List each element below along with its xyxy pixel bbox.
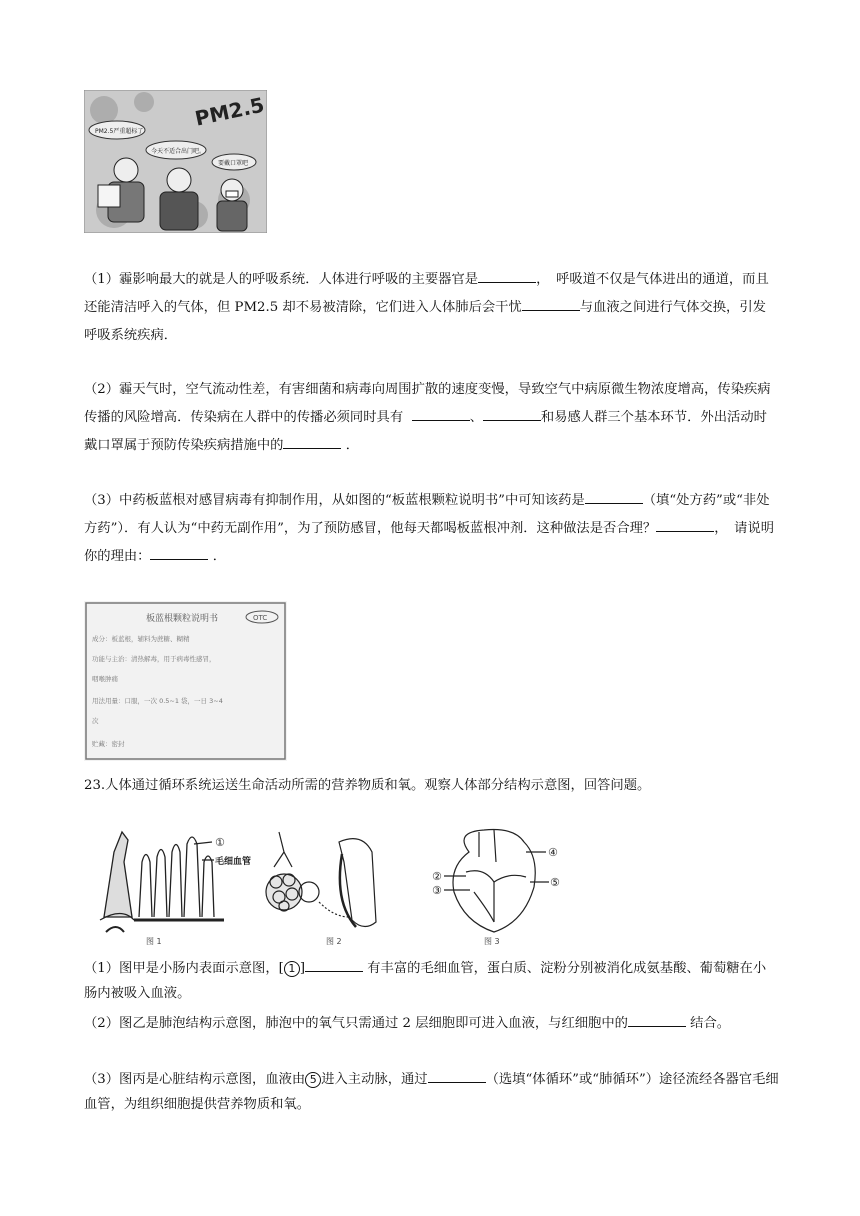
q2-blank-measure[interactable]	[283, 434, 341, 449]
q23-title-text: 23.人体通过循环系统运送生命活动所需的营养物质和氧。观察人体部分结构示意图，回答问题。	[84, 778, 651, 793]
label-2: ②	[432, 870, 442, 883]
otc-badge: OTC	[253, 614, 268, 622]
q23-2-blank[interactable]	[628, 1012, 686, 1027]
label-1: ①	[215, 836, 225, 849]
question-2	[84, 376, 779, 460]
q2-text-a: （2）霾天气时，空气流动性差，有害细菌和病毒向周围扩散的速度变慢，导致空气中病原微生物浓度增高，传染疾病传播的风险增高．传染病在人群中的传播必须同时具有	[84, 382, 771, 425]
q3-text-d: ．	[212, 549, 227, 564]
pm25-cartoon-image	[84, 90, 267, 233]
intestine-figure	[100, 832, 224, 932]
q3-text-c: ， 请说明你的理由：	[84, 521, 775, 564]
instruction-line-6: 贮藏：密封	[92, 740, 125, 748]
q3-blank-drug-type[interactable]	[585, 489, 643, 504]
q23-3-blank[interactable]	[428, 1068, 486, 1083]
q2-text-b: 和易感人群三个基本环节．外出活动时戴口罩属于预防传染疾病措施中的	[84, 410, 767, 453]
q23-2-text-a: （2）图乙是肺泡结构示意图，肺泡中的氧气只需通过 2 层细胞即可进入血液，与红细胞中的	[84, 1016, 628, 1031]
q1-text-b: ， 呼吸道不仅是气体进出的通道，而且还能清洁呼入的气体，但 PM2.5 却不易被清除，它们进入人体肺后会干忧	[84, 272, 769, 315]
instruction-card-image	[84, 601, 287, 761]
q2-blank-route[interactable]	[483, 406, 541, 421]
q23-1-blank[interactable]	[305, 957, 363, 972]
q2-text-c: ．	[345, 438, 359, 453]
q3-blank-reasonable[interactable]	[656, 517, 714, 532]
q3-blank-reason[interactable]	[150, 545, 208, 560]
label-capillary: 毛细血管	[215, 857, 252, 867]
question-23-3	[84, 1067, 779, 1117]
question-1	[84, 266, 779, 350]
question-23-title	[84, 772, 779, 800]
question-3	[84, 487, 779, 571]
bubble-3: 要戴口罩吧	[218, 160, 249, 167]
bubble-1: PM2.5严重超标了	[95, 128, 144, 135]
instruction-line-4: 用法用量：口服，一次 0.5~1 袋，一日 3~4	[92, 697, 223, 705]
q3-text-b: （填“处方药”或“非处方药”）．有人认为“中药无副作用”，为了预防感冒，他每天都喝板蓝根冲剂．这种做法是否合理？	[84, 493, 770, 536]
q2-blank-source[interactable]	[412, 406, 470, 421]
person-right	[217, 179, 247, 231]
instruction-line-2: 功能与主治：清热解毒，用于病毒性感冒，	[92, 655, 216, 663]
q23-3-text-b: 进入主动脉，通过	[321, 1072, 428, 1087]
q1-text-c: 与血液之间进行气体交换，引发呼吸系统疾病．	[84, 300, 766, 343]
label-4: ④	[548, 846, 558, 859]
pm25-cartoon	[84, 90, 267, 233]
question-23-1	[84, 956, 779, 1006]
circled-number-5: 5	[305, 1072, 321, 1088]
q23-1-text-b: 有丰富的毛细血管，蛋白质、淀粉分别被消化成氨基酸、葡萄糖在小肠内被吸入血液。	[84, 961, 767, 1001]
fig1-caption: 图 1	[146, 937, 162, 946]
circulation-diagrams	[94, 822, 574, 950]
q1-blank-exchange[interactable]	[522, 296, 580, 311]
circled-number-1: 1	[284, 961, 300, 977]
fig3-caption: 图 3	[484, 937, 500, 946]
bubble-2: 今天不适合出门吧。	[151, 148, 206, 155]
q23-1-text-a: （1）图甲是小肠内表面示意图，[	[84, 961, 284, 976]
circulation-diagrams-image	[94, 822, 574, 950]
instruction-line-3: 咽喉肿痛	[92, 675, 118, 683]
instruction-line-1: 成分：板蓝根，辅料为蔗糖、糊精	[92, 635, 190, 643]
pm25-sign: PM2.5	[192, 92, 267, 131]
heart-figure	[444, 830, 549, 933]
q2-sep: 、	[469, 410, 483, 425]
q1-text-a: （1）霾影响最大的就是人的呼吸系统．人体进行呼吸的主要器官是	[84, 272, 479, 287]
instruction-line-5: 次	[92, 717, 99, 725]
instruction-title: 板蓝根颗粒说明书	[146, 614, 219, 624]
question-23-2	[84, 1011, 779, 1036]
q23-3-text-a: （3）图丙是心脏结构示意图，血液由	[84, 1072, 306, 1087]
q23-2-text-b: 结合。	[685, 1016, 731, 1031]
q1-blank-organ[interactable]	[478, 268, 536, 283]
q3-text-a: （3）中药板蓝根对感冒病毒有抑制作用，从如图的“板蓝根颗粒说明书”中可知该药是	[84, 493, 585, 508]
alveoli-figure	[266, 832, 376, 927]
q23-3-text-c: （选填“体循环”或“肺循环”）途径流经各器官毛细血管，为组织细胞提供营养物质和氧。	[84, 1072, 779, 1112]
label-3: ③	[432, 884, 442, 897]
fig2-caption: 图 2	[326, 937, 342, 946]
label-5: ⑤	[550, 876, 560, 889]
instruction-card	[84, 601, 287, 761]
q23-1-bracket: ]	[299, 961, 306, 976]
